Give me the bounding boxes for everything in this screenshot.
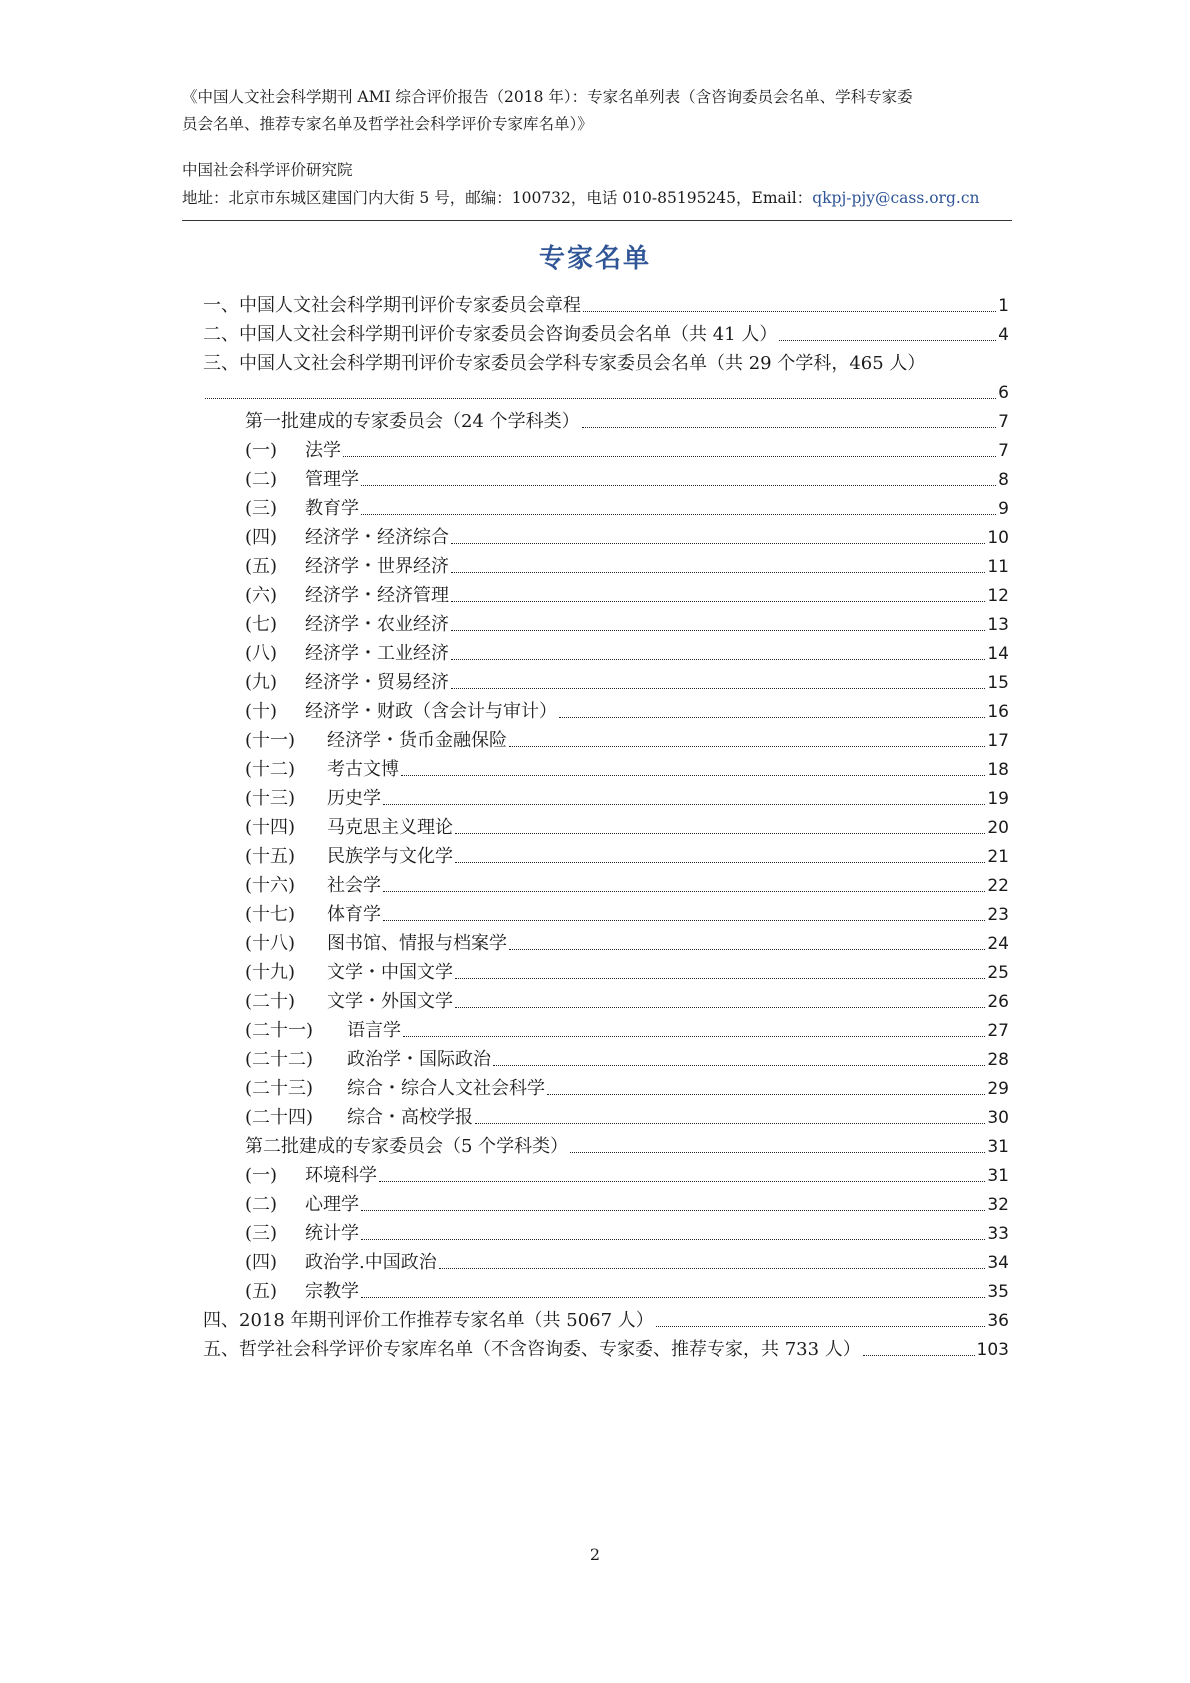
leader-dots [509,949,985,950]
toc-item-number: (二十) [245,991,296,1012]
toc-subentry[interactable] [245,1073,1009,1101]
leader-dots [570,1152,985,1153]
toc-item-number: (三) [245,498,278,519]
toc-page-number: 31 [987,1137,1009,1157]
toc-entry-section-3-continued[interactable] [203,377,1009,405]
toc-entry-text: 语言学 [347,1020,401,1041]
toc-subentry[interactable] [245,1102,1009,1130]
leader-dots [451,601,985,602]
leader-dots [361,514,996,515]
toc-subentry[interactable] [245,754,1009,782]
toc-entry-text: 教育学 [305,498,359,519]
toc-entry-text: 政治学・国际政治 [347,1049,491,1070]
toc-subentry[interactable] [245,870,1009,898]
toc-entry-text: 经济学・贸易经济 [305,672,449,693]
leader-dots [383,920,985,921]
toc-item-number: (二十二) [245,1049,314,1070]
leader-dots [451,630,985,631]
leader-dots [863,1355,975,1356]
leader-dots [547,1094,985,1095]
leader-dots [455,1007,985,1008]
page-title: 专家名单 [538,244,651,274]
toc-item-number: (三) [245,1223,278,1244]
toc-entry-text: 历史学 [327,788,381,809]
toc-subentry[interactable] [245,1015,1009,1043]
toc-subentry[interactable] [245,725,1009,753]
toc-item-number: (五) [245,556,278,577]
toc-entry-text: 经济学・农业经济 [305,614,449,635]
toc-subentry[interactable] [245,696,1009,724]
leader-dots [559,717,985,718]
toc-item-number: (十五) [245,846,296,867]
toc-entry-text: 统计学 [305,1223,359,1244]
leader-dots [403,1036,985,1037]
leader-dots [451,572,985,573]
toc-subentry[interactable] [245,609,1009,637]
toc-subentry[interactable] [245,783,1009,811]
leader-dots [451,688,985,689]
leader-dots [451,543,985,544]
leader-dots [361,1210,985,1211]
toc-entry-text: 马克思主义理论 [327,817,453,838]
toc-entry-text: 文学・中国文学 [327,962,453,983]
toc-page-number: 4 [998,325,1009,345]
toc-item-number: (二) [245,1194,278,1215]
toc-entry-text: 第一批建成的专家委员会（24 个学科类） [245,411,580,432]
toc-entry-text: 管理学 [305,469,359,490]
leader-dots [361,485,996,486]
leader-dots [582,427,997,428]
toc-entry-text: 二、中国人文社会科学期刊评价专家委员会咨询委员会名单（共 41 人） [203,324,778,345]
toc-page-number: 6 [998,383,1009,403]
header-line-2: 员会名单、推荐专家名单及哲学社会科学评价专家库名单）》 [182,115,593,133]
toc-item-number: (六) [245,585,278,606]
toc-item-number: (五) [245,1281,278,1302]
toc-page-number: 20 [987,818,1009,838]
toc-item-number: (一) [245,440,278,461]
address-text: 地址：北京市东城区建国门内大街 5 号，邮编：100732，电话 010-85195245，Email： [182,189,813,207]
leader-dots [475,1123,985,1124]
toc-subentry[interactable] [245,522,1009,550]
toc-page-number: 27 [987,1021,1009,1041]
leader-dots [656,1326,986,1327]
toc-page-number: 35 [987,1282,1009,1302]
toc-subentry[interactable] [245,464,1009,492]
toc-item-number: (十七) [245,904,296,925]
toc-subentry[interactable] [245,986,1009,1014]
leader-dots [583,311,996,312]
toc-page-number: 24 [987,934,1009,954]
toc-page-number: 19 [987,789,1009,809]
organization-name: 中国社会科学评价研究院 [182,161,353,179]
toc-item-number: (二十四) [245,1107,314,1128]
toc-page-number: 7 [998,441,1009,461]
toc-page-number: 29 [987,1079,1009,1099]
leader-dots [361,1239,985,1240]
toc-subentry[interactable] [245,841,1009,869]
toc-entry-text: 五、哲学社会科学评价专家库名单（不含咨询委、专家委、推荐专家，共 733 人） [203,1339,861,1360]
toc-subentry[interactable] [245,957,1009,985]
toc-page-number: 17 [987,731,1009,751]
toc-entry-text: 政治学.中国政治 [305,1252,437,1273]
toc-entry-text: 经济学・经济综合 [305,527,449,548]
toc-page-number: 12 [987,586,1009,606]
toc-page-number: 7 [998,412,1009,432]
toc-entry-text: 经济学・货币金融保险 [327,730,507,751]
toc-page-number: 14 [987,644,1009,664]
toc-page-number: 36 [987,1311,1009,1331]
toc-page-number: 15 [987,673,1009,693]
leader-dots [509,746,985,747]
toc-page-number: 33 [987,1224,1009,1244]
toc-entry-batch-2[interactable] [245,1131,1009,1159]
toc-subentry[interactable] [245,1276,1009,1304]
toc-entry-text: 社会学 [327,875,381,896]
toc-item-number: (十六) [245,875,296,896]
toc-page-number: 10 [987,528,1009,548]
toc-subentry[interactable] [245,899,1009,927]
toc-entry-text: 文学・外国文学 [327,991,453,1012]
toc-page-number: 25 [987,963,1009,983]
leader-dots [455,978,985,979]
toc-entry-text: 宗教学 [305,1281,359,1302]
toc-entry-text: 环境科学 [305,1165,377,1186]
toc-item-number: (十三) [245,788,296,809]
toc-subentry[interactable] [245,580,1009,608]
toc-entry-section-2[interactable] [203,319,1009,347]
toc-entry-batch-1[interactable] [245,406,1009,434]
toc-subentry[interactable] [245,551,1009,579]
toc-item-number: (八) [245,643,278,664]
toc-entry-text: 经济学・工业经济 [305,643,449,664]
toc-entry-section-5[interactable] [203,1334,1009,1362]
toc-page-number: 23 [987,905,1009,925]
toc-item-number: (二) [245,469,278,490]
toc-entry-text: 经济学・财政（含会计与审计） [305,701,557,722]
toc-page-number: 21 [987,847,1009,867]
toc-page-number: 103 [976,1340,1009,1360]
toc-subentry[interactable] [245,1160,1009,1188]
toc-item-number: (十) [245,701,278,722]
toc-entry-text: 图书馆、情报与档案学 [327,933,507,954]
organization-address [182,184,1012,212]
toc-entry-text: 考古文博 [327,759,399,780]
toc-page-number: 32 [987,1195,1009,1215]
toc-item-number: (四) [245,527,278,548]
toc-entry-text: 综合・综合人文社会科学 [347,1078,545,1099]
page-number: 2 [589,1545,601,1564]
leader-dots [455,862,985,863]
toc-page-number: 28 [987,1050,1009,1070]
toc-subentry[interactable] [245,667,1009,695]
toc-page-number: 18 [987,760,1009,780]
toc-entry-text: 四、2018 年期刊评价工作推荐专家名单（共 5067 人） [203,1310,654,1331]
toc-subentry[interactable] [245,1044,1009,1072]
toc-page-number: 22 [987,876,1009,896]
toc-page-number: 31 [987,1166,1009,1186]
toc-page-number: 8 [998,470,1009,490]
toc-item-number: (二十三) [245,1078,314,1099]
toc-subentry[interactable] [245,1189,1009,1217]
document-header [182,84,1012,138]
toc-entry-text: 心理学 [305,1194,359,1215]
toc-item-number: (九) [245,672,278,693]
leader-dots [361,1297,985,1298]
organization-info [182,156,1012,212]
toc-subentry[interactable] [245,493,1009,521]
toc-item-number: (十四) [245,817,296,838]
leader-dots [343,456,996,457]
toc-page-number: 30 [987,1108,1009,1128]
toc-page-number: 26 [987,992,1009,1012]
toc-page-number: 9 [998,499,1009,519]
toc-entry-text: 三、中国人文社会科学期刊评价专家委员会学科专家委员会名单（共 29 个学科，465 人） [203,353,926,374]
leader-dots [383,891,985,892]
leader-dots [493,1065,985,1066]
toc-entry-text: 法学 [305,440,341,461]
leader-dots [439,1268,986,1269]
toc-page-number: 11 [987,557,1009,577]
leader-dots [379,1181,985,1182]
email-link[interactable]: qkpj-pjy@cass.org.cn [812,189,980,207]
leader-dots [779,340,996,341]
toc-subentry[interactable] [245,435,1009,463]
toc-entry-text: 一、中国人文社会科学期刊评价专家委员会章程 [203,295,581,316]
toc-item-number: (十二) [245,759,296,780]
toc-page-number: 1 [998,296,1009,316]
toc-item-number: (十八) [245,933,296,954]
toc-entry-section-3[interactable] [203,348,1009,376]
toc-entry-section-1[interactable] [203,290,1009,318]
toc-subentry[interactable] [245,638,1009,666]
header-line-1: 《中国人文社会科学期刊 AMI 综合评价报告（2018 年）：专家名单列表（含咨询委员会名单、学科专家委 [182,88,913,106]
toc-entry-text: 经济学・世界经济 [305,556,449,577]
leader-dots [451,659,985,660]
toc-entry-text: 综合・高校学报 [347,1107,473,1128]
toc-item-number: (二十一) [245,1020,314,1041]
toc-page-number: 34 [987,1253,1009,1273]
toc-item-number: (七) [245,614,278,635]
toc-item-number: (十九) [245,962,296,983]
leader-dots [401,775,985,776]
toc-entry-text: 第二批建成的专家委员会（5 个学科类） [245,1136,569,1157]
toc-subentry[interactable] [245,1218,1009,1246]
toc-page-number: 16 [987,702,1009,722]
leader-dots [205,398,996,399]
toc-subentry[interactable] [245,812,1009,840]
leader-dots [455,833,985,834]
toc-entry-section-4[interactable] [203,1305,1009,1333]
toc-entry-text: 经济学・经济管理 [305,585,449,606]
toc-item-number: (四) [245,1252,278,1273]
toc-entry-text: 体育学 [327,904,381,925]
leader-dots [383,804,985,805]
toc-item-number: (一) [245,1165,278,1186]
toc-subentry[interactable] [245,928,1009,956]
toc-page-number: 13 [987,615,1009,635]
toc-item-number: (十一) [245,730,296,751]
toc-entry-text: 民族学与文化学 [327,846,453,867]
toc-subentry[interactable] [245,1247,1009,1275]
header-divider [182,220,1012,221]
